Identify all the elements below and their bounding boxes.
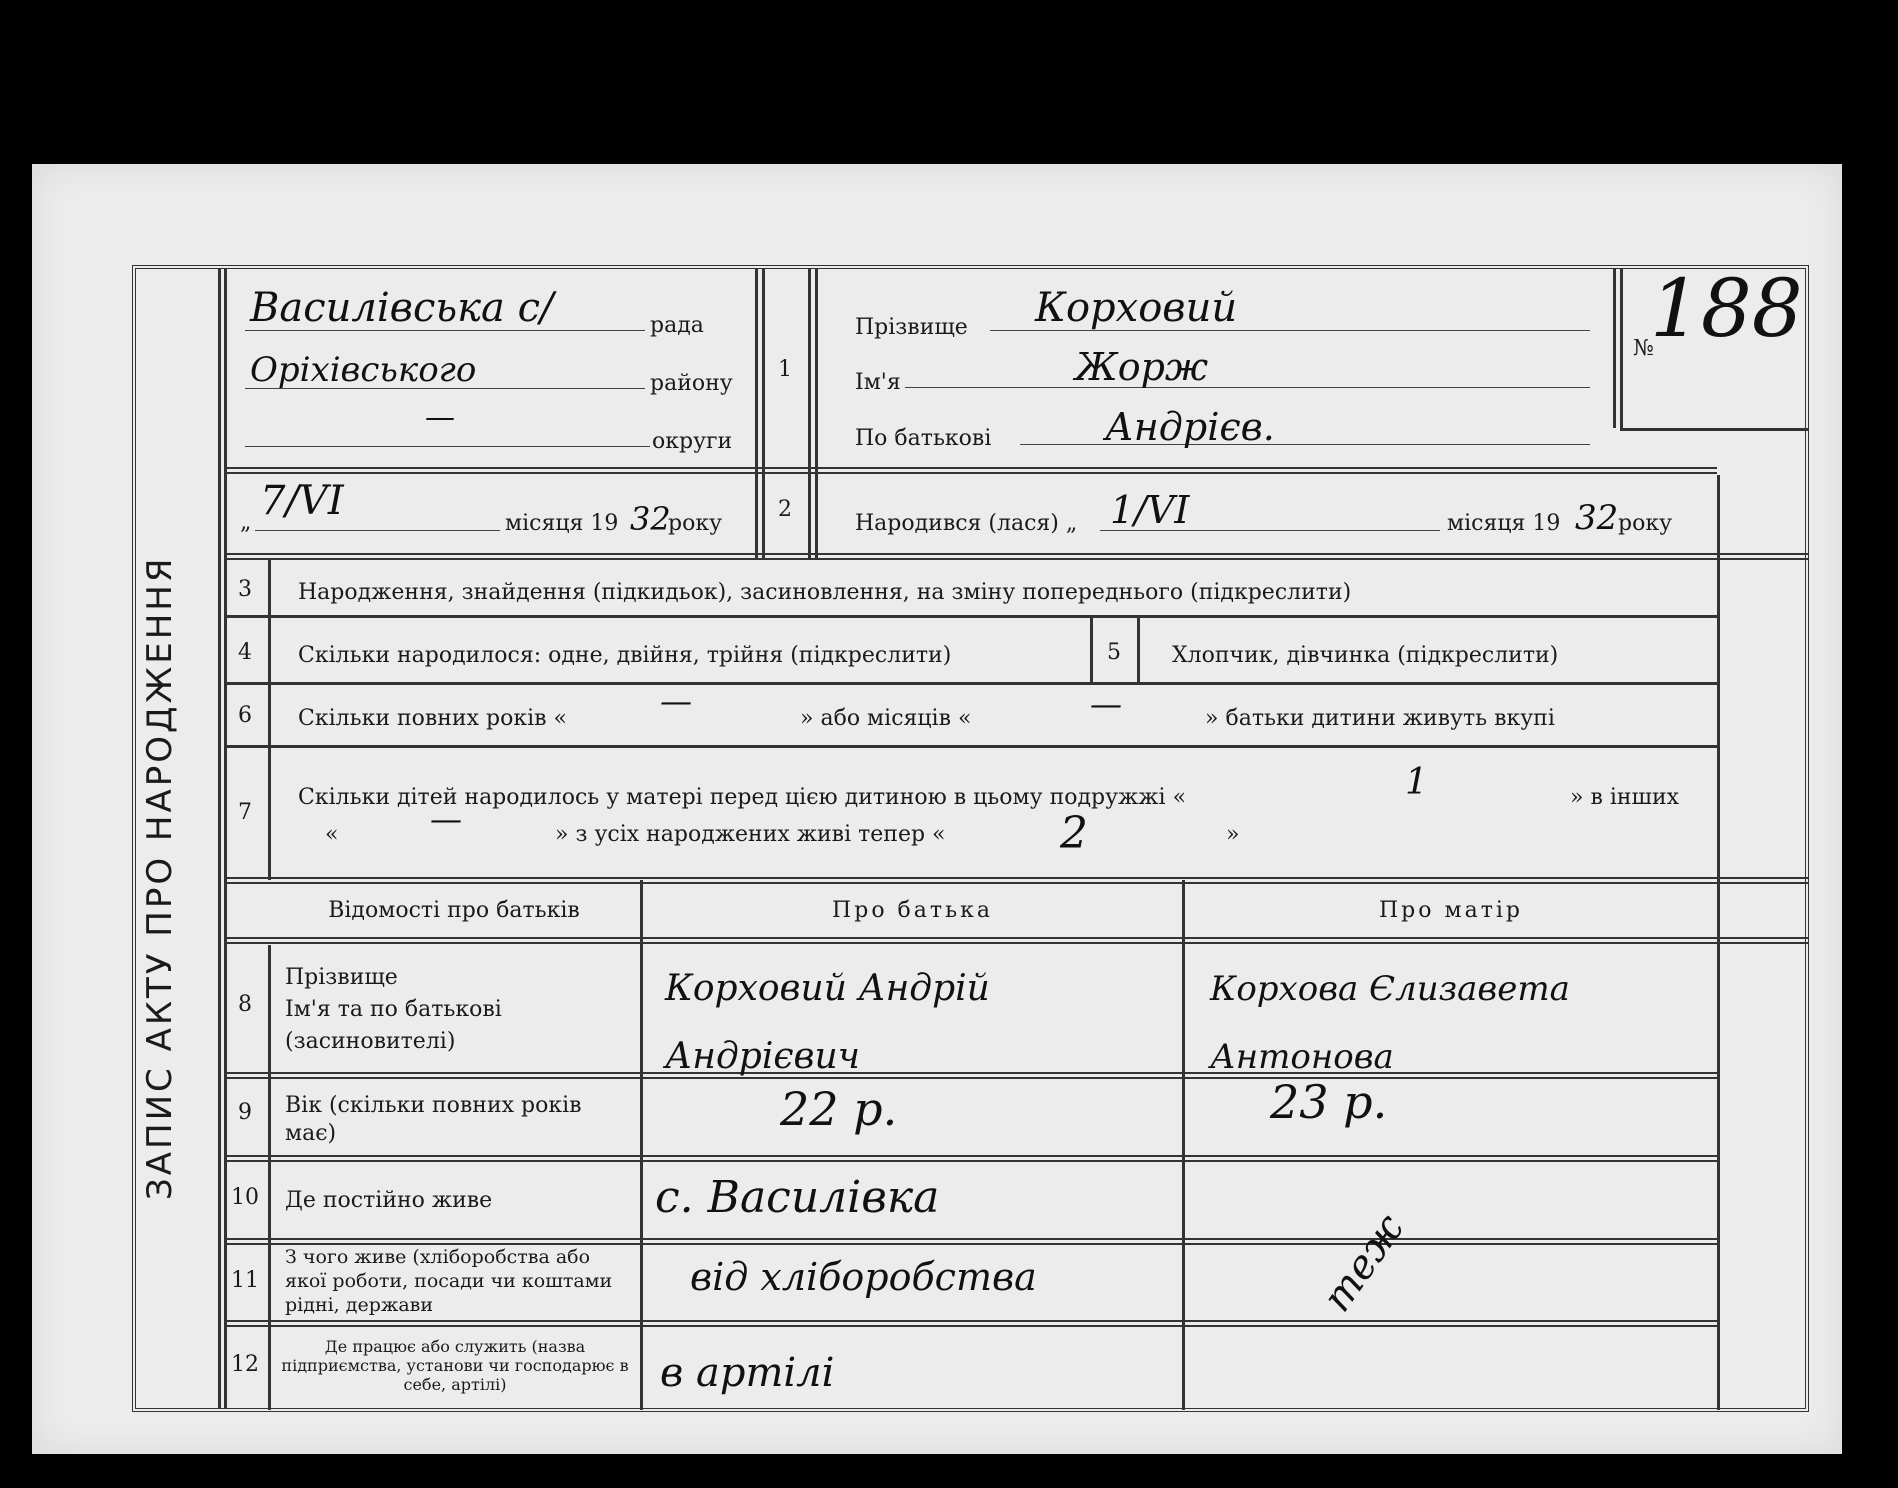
- registration-date-value: 7/VI: [260, 478, 344, 524]
- divider: [224, 1155, 1717, 1162]
- workplace-label: Де працює або служить (назва підприємства, установи чи господарює в себе, артілі): [281, 1337, 629, 1394]
- divider: [224, 682, 1717, 685]
- residence-label: Де постійно живе: [285, 1188, 493, 1213]
- children-text-line2-c: »: [1226, 822, 1240, 847]
- child-patronymic-value: Андрієв.: [1105, 405, 1275, 449]
- raion-label: району: [650, 371, 733, 396]
- number-label: №: [1633, 336, 1654, 361]
- cohabitation-text-c: » батьки дитини живуть вкупі: [1205, 706, 1555, 731]
- row-number: 9: [238, 1100, 252, 1125]
- divider: [268, 945, 271, 1410]
- divider: [815, 268, 818, 558]
- mother-column-label: Про матір: [1378, 898, 1524, 923]
- okruh-value: —: [425, 400, 455, 435]
- divider: [268, 558, 271, 880]
- child-name-value: Жорж: [1075, 345, 1209, 389]
- rada-line: [245, 330, 645, 331]
- row-number: 12: [231, 1352, 259, 1377]
- birth-date-value: 1/VI: [1110, 488, 1190, 532]
- row-number: 4: [238, 640, 252, 665]
- divider: [224, 615, 1717, 618]
- children-text-line2-b: » з усіх народжених живі тепер «: [555, 822, 946, 847]
- age-label: Вік (скільки повних років має): [285, 1093, 582, 1146]
- birth-year-suffix: року: [1618, 511, 1673, 536]
- divider: [1620, 428, 1809, 431]
- mother-livelihood-value: теж: [1313, 1205, 1414, 1321]
- raion-value: Оріхівського: [250, 350, 477, 390]
- birth-month-label: місяця 19: [1447, 511, 1561, 536]
- divider: [224, 937, 1809, 944]
- patronymic-label: По батькові: [855, 426, 992, 451]
- name-label: Ім'я: [855, 370, 901, 395]
- side-title: ЗАПИС АКТУ ПРО НАРОДЖЕННЯ: [140, 555, 180, 1200]
- divider: [224, 467, 1717, 474]
- months-together-value: —: [1090, 685, 1122, 723]
- full-name-label: Прізвище Ім'я та по батькові (засиновителі): [285, 965, 502, 1054]
- divider: [640, 880, 643, 1410]
- child-surname-value: Корховий: [1035, 285, 1238, 331]
- rada-label: рада: [650, 313, 704, 338]
- cohabitation-text-b: » або місяців «: [800, 706, 972, 731]
- children-text-line2-a: «: [325, 822, 339, 847]
- rada-value: Василівська с/: [250, 285, 554, 331]
- birth-kind-text: Народження, знайдення (підкидьок), засиновлення, на зміну попереднього (підкреслити): [298, 580, 1352, 605]
- okruh-label: округи: [652, 429, 733, 454]
- divider: [224, 745, 1717, 748]
- divider: [224, 877, 1809, 884]
- divider: [218, 268, 221, 1409]
- okruh-line: [245, 446, 650, 447]
- date-month-label: місяця 19: [505, 511, 619, 536]
- date-line: [255, 530, 500, 531]
- divider: [808, 268, 811, 558]
- cohabitation-text-a: Скільки повних років «: [298, 706, 567, 731]
- years-together-value: —: [660, 682, 692, 720]
- date-suffix: року: [668, 511, 723, 536]
- children-other-value: —: [430, 800, 462, 838]
- divider: [1137, 618, 1140, 682]
- divider: [1620, 268, 1623, 428]
- record-number-value: 188: [1650, 262, 1803, 355]
- father-livelihood-value: від хліборобства: [690, 1255, 1037, 1299]
- mother-age-value: 23 р.: [1270, 1075, 1388, 1129]
- father-full-name-value: Корховий Андрій Андрієвич: [665, 968, 990, 1077]
- father-age-value: 22 р.: [780, 1082, 898, 1136]
- divider: [1090, 618, 1093, 682]
- raion-line: [245, 388, 645, 389]
- children-alive-value: 2: [1060, 808, 1088, 859]
- parents-column-label: Відомості про батьків: [328, 898, 580, 923]
- birth-count-text: Скільки народилося: одне, двійня, трійня (підкреслити): [298, 643, 952, 668]
- row-number: 3: [238, 577, 252, 602]
- row-number: 5: [1107, 640, 1121, 665]
- row-number: 10: [231, 1185, 259, 1210]
- divider: [224, 1320, 1717, 1327]
- mother-full-name-value: Корхова Єлизавета Антонова: [1210, 969, 1570, 1077]
- divider: [1182, 880, 1185, 1410]
- children-text-line1: Скільки дітей народилось у матері перед цією дитиною в цьому подружжі «: [298, 785, 1187, 810]
- father-residence-value: с. Василівка: [655, 1172, 940, 1223]
- registration-year-value: 32: [630, 500, 671, 538]
- born-label: Народився (лася) „: [855, 511, 1078, 536]
- name-line: [905, 387, 1590, 388]
- row-number: 1: [778, 357, 792, 382]
- sex-text: Хлопчик, дівчинка (підкреслити): [1172, 643, 1559, 668]
- birth-date-line: [1100, 530, 1440, 531]
- father-column-label: Про батька: [832, 898, 993, 923]
- divider: [1613, 268, 1616, 428]
- surname-label: Прізвище: [855, 315, 968, 340]
- row-number: 8: [238, 992, 252, 1017]
- row-number: 6: [238, 703, 252, 728]
- divider: [755, 268, 758, 558]
- divider: [224, 1238, 1717, 1245]
- divider: [224, 553, 1809, 560]
- date-prefix: „: [240, 510, 252, 535]
- father-workplace-value: в артілі: [660, 1350, 835, 1396]
- children-this-marriage-value: 1: [1405, 762, 1428, 803]
- row-number: 2: [778, 497, 792, 522]
- children-text-line1-end: » в інших: [1570, 785, 1680, 810]
- livelihood-label: З чого живе (хліборобства або якої роботи, посади чи коштами рідні, держави: [285, 1246, 613, 1316]
- birth-year-value: 32: [1575, 498, 1619, 538]
- row-number: 11: [231, 1268, 259, 1293]
- row-number: 7: [238, 800, 252, 825]
